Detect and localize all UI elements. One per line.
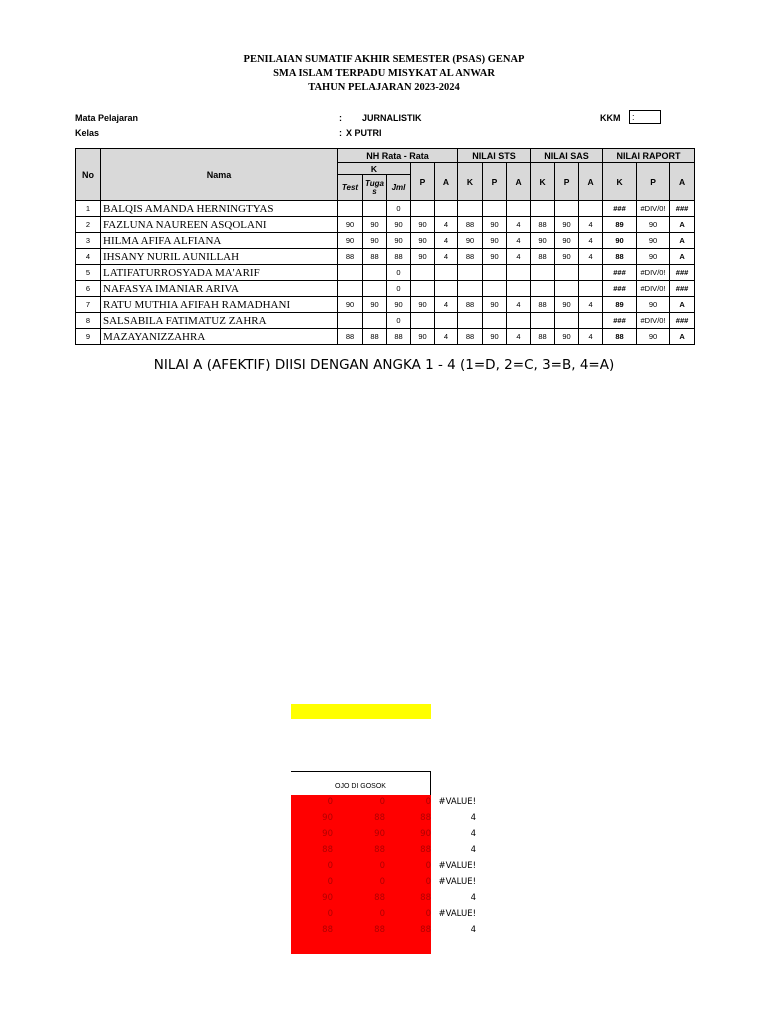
cell-nama[interactable]: LATIFATURROSYADA MA'ARIF	[101, 265, 338, 281]
cell-tugas[interactable]: 88	[363, 249, 387, 265]
cell-sas-k[interactable]: 88	[531, 329, 555, 345]
grade-table	[75, 148, 695, 345]
cell-nh-a[interactable]: 4	[435, 217, 458, 233]
cell-nh-a[interactable]	[435, 265, 458, 281]
header-jml: Jml	[387, 175, 411, 201]
calc-row	[291, 795, 431, 811]
subject-label: Mata Pelajaran	[75, 113, 139, 123]
cell-sts-p[interactable]	[483, 201, 507, 217]
cell-test[interactable]	[338, 201, 363, 217]
cell-nama[interactable]: NAFASYA IMANIAR ARIVA	[101, 281, 338, 297]
header-raport-k: K	[603, 163, 637, 201]
school-name: SMA ISLAM TERPADU MISYKAT AL ANWAR	[273, 68, 495, 79]
header-nh-a: A	[435, 163, 458, 201]
cell-sas-a[interactable]: 4	[579, 297, 603, 313]
calc-value: 0	[425, 861, 431, 871]
header-tugas: Tugas	[363, 175, 387, 201]
cell-r-a[interactable]: A	[670, 297, 695, 313]
cell-sts-k[interactable]: 88	[458, 217, 483, 233]
cell-r-p[interactable]: #DIV/0!	[637, 265, 670, 281]
calc-value: 88	[420, 813, 431, 823]
cell-sts-a[interactable]: 4	[507, 329, 531, 345]
cell-r-k[interactable]: ###	[603, 201, 637, 217]
cell-r-a[interactable]: ###	[670, 313, 695, 329]
cell-r-p[interactable]: 90	[637, 233, 670, 249]
cell-nama[interactable]: IHSANY NURIL AUNILLAH	[101, 249, 338, 265]
cell-sts-p[interactable]: 90	[483, 233, 507, 249]
header-raport-a: A	[670, 163, 695, 201]
cell-sas-k[interactable]	[531, 265, 555, 281]
cell-r-p[interactable]: 90	[637, 249, 670, 265]
cell-sas-a[interactable]	[579, 313, 603, 329]
cell-r-k[interactable]: 89	[603, 217, 637, 233]
cell-sts-a[interactable]	[507, 201, 531, 217]
calc-value: 88	[374, 813, 385, 823]
cell-r-p[interactable]: 90	[637, 297, 670, 313]
cell-no[interactable]: 6	[76, 281, 101, 297]
cell-no[interactable]: 9	[76, 329, 101, 345]
cell-sts-k[interactable]: 88	[458, 249, 483, 265]
cell-tugas[interactable]: 90	[363, 297, 387, 313]
header-sas: NILAI SAS	[531, 149, 603, 163]
calc-row	[291, 891, 431, 907]
cell-r-k[interactable]: ###	[603, 313, 637, 329]
calc-value: 0	[327, 909, 333, 919]
calc-value: 0	[327, 797, 333, 807]
calc-row	[291, 859, 431, 875]
cell-tugas[interactable]	[363, 281, 387, 297]
calc-result: 4	[470, 813, 476, 823]
cell-nh-p[interactable]: 90	[411, 329, 435, 345]
calc-value: 88	[322, 925, 333, 935]
cell-sts-p[interactable]: 90	[483, 297, 507, 313]
header-sts-k: K	[458, 163, 483, 201]
cell-tugas[interactable]	[363, 201, 387, 217]
calc-value: 88	[374, 925, 385, 935]
cell-jml[interactable]: 0	[387, 281, 411, 297]
cell-tugas[interactable]: 90	[363, 217, 387, 233]
header-sts: NILAI STS	[458, 149, 531, 163]
calc-value: 88	[420, 845, 431, 855]
cell-r-k[interactable]: ###	[603, 265, 637, 281]
cell-tugas[interactable]	[363, 313, 387, 329]
class-label: Kelas	[75, 128, 100, 138]
cell-test[interactable]	[338, 313, 363, 329]
cell-nama[interactable]: BALQIS AMANDA HERNINGTYAS	[101, 201, 338, 217]
cell-nh-p[interactable]: 90	[411, 297, 435, 313]
cell-test[interactable]	[338, 265, 363, 281]
cell-sts-p[interactable]: 90	[483, 249, 507, 265]
cell-r-a[interactable]: A	[670, 217, 695, 233]
cell-sts-k[interactable]	[458, 313, 483, 329]
cell-nama[interactable]: RATU MUTHIA AFIFAH RAMADHANI	[101, 297, 338, 313]
cell-nh-p[interactable]	[411, 201, 435, 217]
calc-result: 4	[470, 925, 476, 935]
calc-row	[291, 907, 431, 923]
cell-sas-k[interactable]: 88	[531, 297, 555, 313]
cell-nh-a[interactable]: 4	[435, 249, 458, 265]
cell-sts-a[interactable]: 4	[507, 297, 531, 313]
calc-value: 88	[420, 893, 431, 903]
calc-result: #VALUE!	[438, 797, 476, 807]
cell-r-k[interactable]: ###	[603, 281, 637, 297]
calc-result: #VALUE!	[438, 909, 476, 919]
cell-nh-a[interactable]	[435, 281, 458, 297]
cell-sts-k[interactable]: 90	[458, 233, 483, 249]
header-nama: Nama	[101, 149, 338, 201]
calc-row	[291, 811, 431, 827]
cell-nh-p[interactable]: 90	[411, 233, 435, 249]
cell-test[interactable]: 90	[338, 217, 363, 233]
calc-row	[291, 827, 431, 843]
calc-value: 90	[374, 829, 385, 839]
calc-value: 0	[327, 861, 333, 871]
cell-nh-a[interactable]	[435, 201, 458, 217]
cell-sts-p[interactable]	[483, 265, 507, 281]
cell-nh-p[interactable]	[411, 265, 435, 281]
calc-value: 90	[322, 893, 333, 903]
cell-sas-a[interactable]: 4	[579, 249, 603, 265]
cell-nama[interactable]: MAZAYANIZZAHRA	[101, 329, 338, 345]
table-row	[76, 297, 695, 313]
cell-jml[interactable]: 0	[387, 201, 411, 217]
table-row	[76, 313, 695, 329]
table-row	[76, 265, 695, 281]
cell-r-a[interactable]: ###	[670, 265, 695, 281]
header-sas-a: A	[579, 163, 603, 201]
calc-value: 90	[322, 829, 333, 839]
cell-jml[interactable]: 90	[387, 297, 411, 313]
calc-value: 0	[327, 877, 333, 887]
cell-r-p[interactable]: #DIV/0!	[637, 313, 670, 329]
cell-sas-k[interactable]	[531, 313, 555, 329]
table-row	[76, 201, 695, 217]
cell-sas-a[interactable]: 4	[579, 233, 603, 249]
calc-result: 4	[470, 829, 476, 839]
cell-r-k[interactable]: 89	[603, 297, 637, 313]
cell-nh-p[interactable]: 90	[411, 217, 435, 233]
calc-value: 90	[420, 829, 431, 839]
cell-sas-k[interactable]	[531, 201, 555, 217]
cell-jml[interactable]: 88	[387, 249, 411, 265]
cell-sts-p[interactable]	[483, 281, 507, 297]
cell-sts-a[interactable]	[507, 281, 531, 297]
cell-sts-p[interactable]	[483, 313, 507, 329]
calc-value: 0	[425, 797, 431, 807]
cell-jml[interactable]: 88	[387, 329, 411, 345]
cell-test[interactable]	[338, 281, 363, 297]
cell-sas-p[interactable]: 90	[555, 297, 579, 313]
calc-value: 0	[425, 909, 431, 919]
cell-r-k[interactable]: 88	[603, 249, 637, 265]
cell-sas-p[interactable]	[555, 265, 579, 281]
cell-jml[interactable]: 90	[387, 233, 411, 249]
kkm-label: KKM	[600, 113, 621, 123]
cell-test[interactable]: 90	[338, 297, 363, 313]
calc-value: 0	[379, 909, 385, 919]
calc-value: 88	[374, 845, 385, 855]
cell-sas-a[interactable]	[579, 201, 603, 217]
cell-r-p[interactable]: 90	[637, 217, 670, 233]
cell-no[interactable]: 7	[76, 297, 101, 313]
cell-r-a[interactable]: ###	[670, 281, 695, 297]
cell-sts-a[interactable]: 4	[507, 249, 531, 265]
header-test: Test	[338, 175, 363, 201]
cell-sts-k[interactable]	[458, 201, 483, 217]
cell-sts-k[interactable]	[458, 265, 483, 281]
cell-test[interactable]: 88	[338, 249, 363, 265]
calc-value: 0	[379, 797, 385, 807]
affective-note: NILAI A (AFEKTIF) DIISI DENGAN ANGKA 1 - 4 (1=D, 2=C, 3=B, 4=A)	[153, 357, 615, 373]
cell-sts-a[interactable]: 4	[507, 233, 531, 249]
cell-no[interactable]: 3	[76, 233, 101, 249]
cell-r-a[interactable]: A	[670, 329, 695, 345]
cell-sas-p[interactable]: 90	[555, 329, 579, 345]
header-sts-a: A	[507, 163, 531, 201]
cell-tugas[interactable]: 88	[363, 329, 387, 345]
cell-r-a[interactable]: ###	[670, 201, 695, 217]
cell-sas-k[interactable]	[531, 281, 555, 297]
cell-sas-a[interactable]	[579, 281, 603, 297]
cell-sas-k[interactable]: 90	[531, 233, 555, 249]
cell-sas-k[interactable]: 88	[531, 217, 555, 233]
header-sas-k: K	[531, 163, 555, 201]
cell-r-k[interactable]: 90	[603, 233, 637, 249]
class-value: X PUTRI	[346, 128, 382, 138]
cell-no[interactable]: 5	[76, 265, 101, 281]
calc-row	[291, 875, 431, 891]
cell-no[interactable]: 8	[76, 313, 101, 329]
cell-sas-p[interactable]	[555, 281, 579, 297]
cell-jml[interactable]: 0	[387, 265, 411, 281]
cell-sts-k[interactable]: 88	[458, 297, 483, 313]
table-row	[76, 233, 695, 249]
subject-value: JURNALISTIK	[362, 113, 422, 123]
cell-r-a[interactable]: A	[670, 233, 695, 249]
cell-tugas[interactable]	[363, 265, 387, 281]
header-no: No	[76, 149, 101, 201]
cell-sas-p[interactable]: 90	[555, 217, 579, 233]
header-nh-k: K	[338, 163, 411, 175]
table-row	[76, 281, 695, 297]
academic-year: TAHUN PELAJARAN 2023-2024	[308, 82, 460, 93]
class-colon: :	[339, 128, 342, 138]
cell-test[interactable]: 88	[338, 329, 363, 345]
cell-nama[interactable]: SALSABILA FATIMATUZ ZAHRA	[101, 313, 338, 329]
cell-no[interactable]: 2	[76, 217, 101, 233]
cell-r-p[interactable]: #DIV/0!	[637, 201, 670, 217]
cell-sts-p[interactable]: 90	[483, 329, 507, 345]
kkm-field[interactable]: :	[629, 110, 661, 124]
table-row	[76, 249, 695, 265]
cell-sas-a[interactable]: 4	[579, 217, 603, 233]
table-row	[76, 217, 695, 233]
cell-sas-p[interactable]	[555, 313, 579, 329]
cell-r-p[interactable]: 90	[637, 329, 670, 345]
cell-sts-a[interactable]	[507, 313, 531, 329]
calc-row	[291, 843, 431, 859]
header-sts-p: P	[483, 163, 507, 201]
calc-value: 0	[379, 861, 385, 871]
highlighted-cell[interactable]	[291, 704, 431, 719]
calc-value: 88	[420, 925, 431, 935]
subject-colon: :	[339, 113, 342, 123]
header-sas-p: P	[555, 163, 579, 201]
cell-sas-k[interactable]: 88	[531, 249, 555, 265]
cell-tugas[interactable]: 90	[363, 233, 387, 249]
calc-value: 88	[374, 893, 385, 903]
header-raport-p: P	[637, 163, 670, 201]
cell-sts-k[interactable]	[458, 281, 483, 297]
cell-jml[interactable]: 0	[387, 313, 411, 329]
calc-value: 88	[322, 845, 333, 855]
calc-value: 0	[379, 877, 385, 887]
calc-block	[291, 795, 431, 954]
cell-nh-p[interactable]: 90	[411, 249, 435, 265]
cell-sas-p[interactable]: 90	[555, 249, 579, 265]
cell-r-a[interactable]: A	[670, 249, 695, 265]
cell-nama[interactable]: FAZLUNA NAUREEN ASQOLANI	[101, 217, 338, 233]
cell-test[interactable]: 90	[338, 233, 363, 249]
cell-sas-a[interactable]	[579, 265, 603, 281]
cell-no[interactable]: 4	[76, 249, 101, 265]
calc-result: #VALUE!	[438, 861, 476, 871]
cell-nh-a[interactable]: 4	[435, 233, 458, 249]
cell-nama[interactable]: HILMA AFIFA ALFIANA	[101, 233, 338, 249]
cell-sas-p[interactable]	[555, 201, 579, 217]
cell-sas-p[interactable]: 90	[555, 233, 579, 249]
header-nh-p: P	[411, 163, 435, 201]
cell-r-p[interactable]: #DIV/0!	[637, 281, 670, 297]
cell-sas-a[interactable]: 4	[579, 329, 603, 345]
calc-value: 90	[322, 813, 333, 823]
cell-no[interactable]: 1	[76, 201, 101, 217]
cell-sts-a[interactable]: 4	[507, 217, 531, 233]
calc-result: 4	[470, 845, 476, 855]
ojo-header: OJO DI GOSOK	[291, 771, 431, 795]
header-nh: NH Rata - Rata	[338, 149, 458, 163]
calc-result: 4	[470, 893, 476, 903]
report-title-line1: PENILAIAN SUMATIF AKHIR SEMESTER (PSAS) GENAP	[243, 54, 525, 65]
calc-result: #VALUE!	[438, 877, 476, 887]
cell-nh-a[interactable]: 4	[435, 297, 458, 313]
table-row	[76, 329, 695, 345]
cell-nh-p[interactable]	[411, 313, 435, 329]
cell-nh-a[interactable]: 4	[435, 329, 458, 345]
cell-sts-k[interactable]: 88	[458, 329, 483, 345]
cell-sts-p[interactable]: 90	[483, 217, 507, 233]
cell-sts-a[interactable]	[507, 265, 531, 281]
cell-nh-a[interactable]	[435, 313, 458, 329]
cell-r-k[interactable]: 88	[603, 329, 637, 345]
calc-row	[291, 923, 431, 939]
header-raport: NILAI RAPORT	[603, 149, 695, 163]
cell-jml[interactable]: 90	[387, 217, 411, 233]
calc-value: 0	[425, 877, 431, 887]
cell-nh-p[interactable]	[411, 281, 435, 297]
